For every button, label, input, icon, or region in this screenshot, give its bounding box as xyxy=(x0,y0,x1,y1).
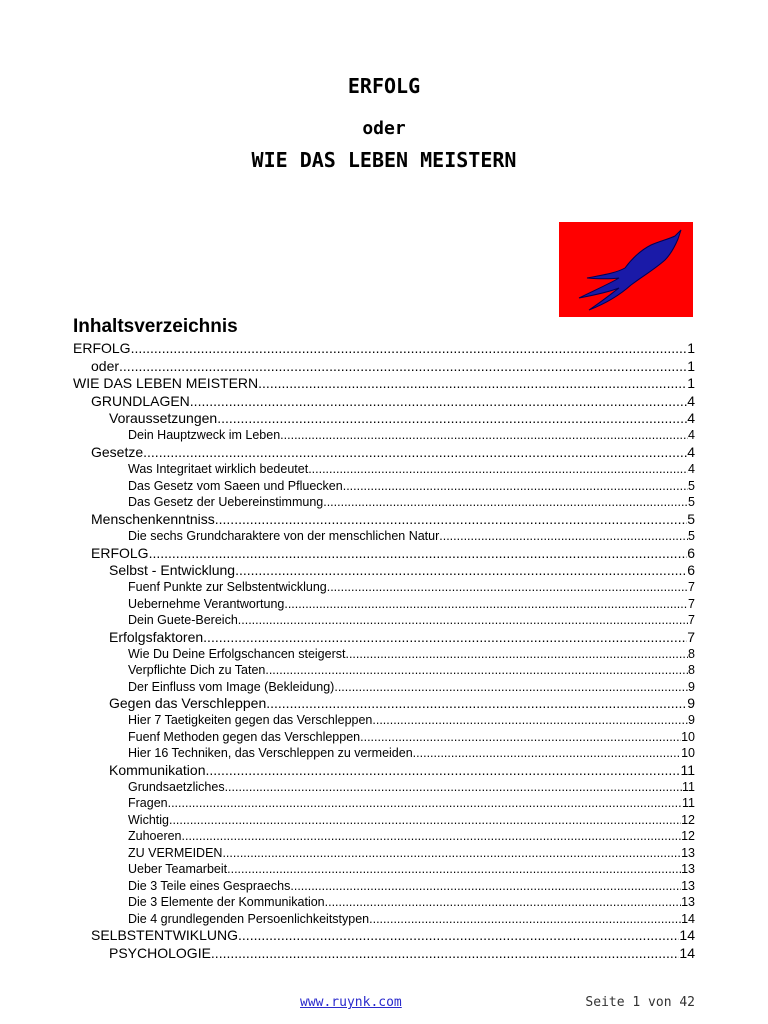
toc-entry-label: Gegen das Verschleppen xyxy=(109,695,267,711)
toc-entry-label: Menschenkenntniss xyxy=(91,510,215,527)
toc-entry-label: Verpflichte Dich zu Taten xyxy=(128,663,266,677)
toc-entry-page: 7 xyxy=(688,613,695,627)
toc-entry-page: 12 xyxy=(681,829,695,843)
toc-entry[interactable] xyxy=(73,596,695,613)
dot-leader xyxy=(439,528,688,545)
toc-entry[interactable] xyxy=(73,579,695,596)
toc-entry-page: 7 xyxy=(687,628,695,645)
dot-leader xyxy=(345,646,688,663)
toc-entry-page: 5 xyxy=(688,495,695,509)
toc-entry[interactable] xyxy=(73,646,695,663)
toc-entry[interactable] xyxy=(73,894,695,911)
toc-entry-label: Kommunikation xyxy=(109,761,206,778)
toc-entry[interactable] xyxy=(73,478,695,495)
toc-entry-page: 11 xyxy=(682,779,695,794)
toc-entry-page: 4 xyxy=(687,410,695,426)
toc-entry-page: 9 xyxy=(688,679,695,694)
toc-entry-page: 10 xyxy=(681,729,695,744)
toc-entry[interactable] xyxy=(73,629,695,646)
toc-entry[interactable] xyxy=(73,375,695,393)
dot-leader xyxy=(227,861,681,878)
toc-entry-page: 13 xyxy=(681,862,695,876)
toc-entry-page: 4 xyxy=(687,443,695,460)
toc-entry-label: Gesetze xyxy=(91,443,144,460)
dot-leader xyxy=(168,795,682,812)
toc-entry-page: 5 xyxy=(687,510,695,527)
dot-leader xyxy=(343,478,688,495)
toc-entry[interactable] xyxy=(73,679,695,696)
toc-heading: Inhaltsverzeichnis xyxy=(73,316,238,337)
toc-entry[interactable] xyxy=(73,712,695,729)
toc-entry-label: Ueber Teamarbeit xyxy=(128,862,228,876)
toc-entry-page: 5 xyxy=(688,478,695,493)
toc-entry-label: Wichtig xyxy=(128,812,169,827)
toc-entry-label: WIE DAS LEBEN MEISTERN xyxy=(73,375,259,391)
dot-leader xyxy=(206,762,681,779)
dot-leader xyxy=(149,545,688,563)
title-erfolg: ERFOLG xyxy=(347,74,421,98)
toc-entry-page: 8 xyxy=(688,663,695,677)
dot-leader xyxy=(169,812,681,829)
toc-entry-page: 4 xyxy=(688,462,695,476)
toc-entry-label: Fragen xyxy=(128,796,168,810)
dot-leader xyxy=(323,494,688,511)
toc-entry-label: PSYCHOLOGIE xyxy=(109,944,211,961)
dot-leader xyxy=(266,695,687,712)
toc-entry-label: Voraussetzungen xyxy=(109,410,218,426)
toc-entry-page: 1 xyxy=(687,340,695,356)
toc-entry-label: Zuhoeren xyxy=(128,829,182,843)
toc-entry-label: Das Gesetz der Uebereinstimmung xyxy=(128,495,324,509)
toc-entry-label: ERFOLG xyxy=(91,544,149,561)
toc-entry-label: Selbst - Entwicklung xyxy=(109,562,236,578)
toc-entry[interactable] xyxy=(73,945,695,962)
dot-leader xyxy=(235,562,687,579)
toc-entry-label: Die 4 grundlegenden Persoenlichkeitstypen xyxy=(128,911,370,926)
toc-entry-label: SELBSTENTWIKLUNG xyxy=(91,927,239,943)
toc-entry[interactable] xyxy=(73,695,695,712)
title-wie-das-leben-meistern: WIE DAS LEBEN MEISTERN xyxy=(251,148,517,172)
toc-entry-page: 13 xyxy=(681,845,695,860)
toc-entry-page: 14 xyxy=(681,911,695,926)
toc-entry-label: Grundsaetzliches xyxy=(128,779,225,794)
dot-leader xyxy=(308,461,688,478)
toc-entry-page: 1 xyxy=(687,375,695,391)
toc-entry[interactable] xyxy=(73,358,695,376)
dot-leader xyxy=(238,927,679,945)
dot-leader xyxy=(265,662,688,679)
website-link[interactable]: www.ruynk.com xyxy=(300,995,402,1010)
toc-entry-label: Hier 7 Taetigkeiten gegen das Verschleppen xyxy=(128,713,373,727)
toc-entry[interactable] xyxy=(73,461,695,478)
dot-leader xyxy=(238,612,688,629)
dot-leader xyxy=(413,745,681,762)
toc-entry[interactable] xyxy=(73,393,695,411)
dot-leader xyxy=(372,712,688,729)
toc-entry[interactable] xyxy=(73,662,695,679)
toc-entry-page: 10 xyxy=(681,746,695,760)
page-number: Seite 1 von 42 xyxy=(585,995,695,1010)
toc-entry-label: Hier 16 Techniken, das Verschleppen zu vermeiden xyxy=(128,746,413,760)
toc-entry[interactable] xyxy=(73,845,695,862)
dot-leader xyxy=(215,511,687,529)
dot-leader xyxy=(258,375,687,393)
toc-entry-page: 6 xyxy=(687,562,695,578)
dot-leader xyxy=(182,828,682,845)
dot-leader xyxy=(284,596,688,613)
toc-entry[interactable] xyxy=(73,729,695,746)
dot-leader xyxy=(119,358,687,376)
toc-entry-label: Dein Guete-Bereich xyxy=(128,613,238,627)
toc-entry-label: Erfolgsfaktoren xyxy=(109,628,204,645)
toc-entry-label: GRUNDLAGEN xyxy=(91,392,190,409)
toc-entry[interactable] xyxy=(73,812,695,829)
toc-entry-label: Was Integritaet wirklich bedeutet xyxy=(128,462,309,476)
toc-entry[interactable] xyxy=(73,410,695,427)
toc-entry[interactable] xyxy=(73,911,695,928)
toc-entry[interactable] xyxy=(73,745,695,762)
toc-entry-label: Fuenf Punkte zur Selbstentwicklung xyxy=(128,580,327,594)
toc-entry-label: Dein Hauptzweck im Leben xyxy=(128,428,281,442)
toc-entry[interactable] xyxy=(73,779,695,796)
toc-entry-label: Die 3 Teile eines Gespraechs xyxy=(128,878,291,893)
toc-entry-label: Der Einfluss vom Image (Bekleidung) xyxy=(128,679,335,694)
toc-entry[interactable] xyxy=(73,878,695,895)
dot-leader xyxy=(211,945,680,962)
toc-entry[interactable] xyxy=(73,861,695,878)
toc-entry-page: 4 xyxy=(687,392,695,409)
dot-leader xyxy=(327,579,688,596)
dot-leader xyxy=(360,729,681,746)
dot-leader xyxy=(222,845,681,862)
dot-leader xyxy=(143,444,687,462)
toc-entry-page: 13 xyxy=(681,895,695,909)
toc-entry[interactable] xyxy=(73,927,695,945)
dot-leader xyxy=(131,340,688,358)
dot-leader xyxy=(325,894,681,911)
dot-leader xyxy=(334,679,688,696)
toc-entry-label: Uebernehme Verantwortung xyxy=(128,596,285,611)
toc-entry[interactable] xyxy=(73,795,695,812)
dot-leader xyxy=(369,911,681,928)
toc-entry-page: 7 xyxy=(688,580,695,594)
toc-entry-page: 7 xyxy=(688,596,695,611)
toc-entry-page: 8 xyxy=(688,646,695,661)
toc-entry-page: 14 xyxy=(679,927,695,943)
toc-entry-page: 9 xyxy=(687,695,695,711)
toc-entry[interactable] xyxy=(73,444,695,462)
toc-entry-label: Die 3 Elemente der Kommunikation xyxy=(128,895,325,909)
toc-entry-label: ZU VERMEIDEN xyxy=(128,845,223,860)
toc-entry-label: Wie Du Deine Erfolgschancen steigerst xyxy=(128,646,346,661)
dot-leader xyxy=(280,427,688,444)
toc-entry[interactable] xyxy=(73,340,695,358)
dot-leader xyxy=(190,393,687,411)
title-oder: oder xyxy=(362,118,406,139)
toc-entry-page: 9 xyxy=(688,713,695,727)
toc-entry-label: Das Gesetz vom Saeen und Pfluecken xyxy=(128,478,343,493)
toc-entry-label: ERFOLG xyxy=(73,340,131,356)
toc-entry-page: 4 xyxy=(688,428,695,442)
toc-entry-page: 11 xyxy=(682,796,695,810)
toc-entry[interactable] xyxy=(73,494,695,511)
toc-entry-page: 5 xyxy=(688,529,695,543)
table-of-contents xyxy=(73,340,695,962)
dot-leader xyxy=(225,779,682,796)
toc-entry-page: 11 xyxy=(680,761,695,778)
toc-entry-page: 12 xyxy=(681,812,695,827)
toc-entry[interactable] xyxy=(73,511,695,529)
toc-entry-page: 1 xyxy=(687,357,695,374)
toc-entry[interactable] xyxy=(73,612,695,629)
toc-entry[interactable] xyxy=(73,562,695,579)
toc-entry[interactable] xyxy=(73,828,695,845)
toc-entry-label: oder xyxy=(91,357,120,374)
toc-entry-page: 6 xyxy=(687,544,695,561)
dot-leader xyxy=(290,878,681,895)
toc-entry-label: Fuenf Methoden gegen das Verschleppen xyxy=(128,729,361,744)
toc-entry[interactable] xyxy=(73,528,695,545)
toc-entry-page: 13 xyxy=(681,878,695,893)
toc-entry-page: 14 xyxy=(679,944,695,961)
toc-entry[interactable] xyxy=(73,545,695,563)
toc-entry-label: Die sechs Grundcharaktere von der menschlichen Natur xyxy=(128,529,440,543)
dot-leader xyxy=(203,629,687,646)
toc-entry[interactable] xyxy=(73,762,695,779)
toc-entry[interactable] xyxy=(73,427,695,444)
swallow-bird-icon xyxy=(559,222,693,317)
dot-leader xyxy=(217,410,687,427)
